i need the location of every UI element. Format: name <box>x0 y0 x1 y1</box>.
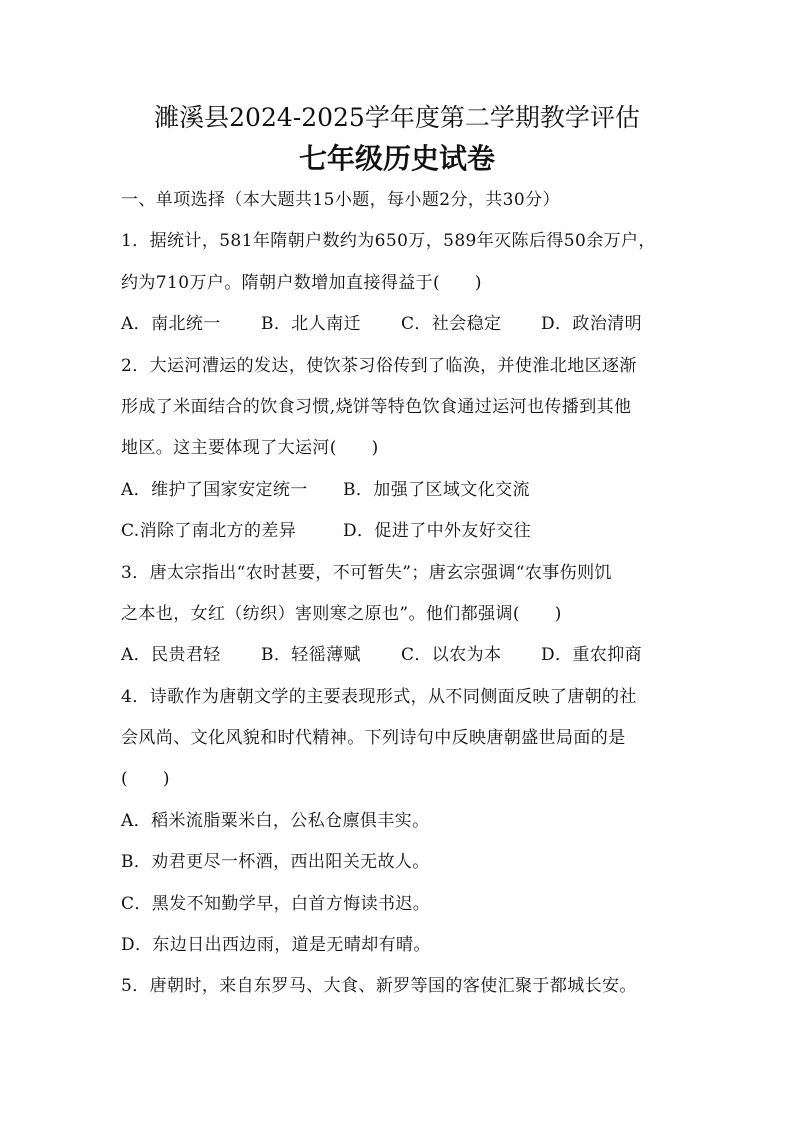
question-4-line-1: 4．诗歌作为唐朝文学的主要表现形式，从不同侧面反映了唐朝的社 <box>121 686 637 707</box>
question-3-option-a: A．民贵君轻 <box>121 645 221 666</box>
question-1-option-a: A．南北统一 <box>121 314 221 335</box>
question-4-option-a: A．稻米流脂粟米白，公私仓廪俱丰实。 <box>121 810 430 831</box>
question-4-option-b: B．劝君更尽一杯酒，西出阳关无故人。 <box>121 852 430 873</box>
question-3-line-1: 3．唐太宗指出“农时甚要，不可暂失”；唐玄宗强调“农事伤则饥 <box>121 562 612 583</box>
question-4-option-c: C．黑发不知勤学早，白首方悔读书迟。 <box>121 893 431 914</box>
question-1 <box>121 226 681 350</box>
section-heading: 一、单项选择（本大题共15小题，每小题2分，共30分） <box>121 190 560 210</box>
question-4 <box>121 682 681 972</box>
question-1-option-c: C．社会稳定 <box>401 314 502 335</box>
question-2-line-3: 地区。这主要体现了大运河( ) <box>121 438 379 459</box>
question-4-option-d: D．东边日出西边雨，道是无晴却有晴。 <box>121 935 431 956</box>
question-3 <box>121 558 681 682</box>
exam-title-line-2: 七年级历史试卷 <box>298 142 495 175</box>
question-3-option-b: B．轻徭薄赋 <box>261 645 361 666</box>
question-1-option-d: D．政治清明 <box>541 314 643 335</box>
question-1-option-b: B．北人南迁 <box>261 314 361 335</box>
exam-title-line-1: 濉溪县2024-2025学年度第二学期教学评估 <box>154 103 640 132</box>
question-3-option-c: C．以农为本 <box>401 645 502 666</box>
question-2-option-c: C.消除了南北方的差异 <box>121 521 297 542</box>
question-2-option-d: D．促进了中外友好交往 <box>343 521 532 542</box>
question-1-options <box>121 309 681 350</box>
question-2-option-b: B．加强了区域文化交流 <box>343 479 530 500</box>
question-2 <box>121 351 681 558</box>
question-2-option-a: A．维护了国家安定统一 <box>121 479 308 500</box>
question-2-options-row-1 <box>121 475 681 516</box>
question-5-line-1: 5．唐朝时，来自东罗马、大食、新罗等国的客使汇聚于都城长安。 <box>121 976 637 997</box>
exam-content <box>121 185 681 1013</box>
question-3-options <box>121 640 681 681</box>
question-1-line-1: 1．据统计，581年隋朝户数约为650万，589年灭陈后得50余万户， <box>121 231 656 252</box>
question-1-line-2: 约为710万户。隋朝户数增加直接得益于( ) <box>121 272 482 293</box>
question-4-line-2: 会风尚、文化风貌和时代精神。下列诗句中反映唐朝盛世局面的是 <box>121 728 626 749</box>
question-5 <box>121 971 681 1012</box>
question-2-line-1: 2．大运河漕运的发达，使饮茶习俗传到了临涣，并使淮北地区逐渐 <box>121 355 637 376</box>
question-2-line-2: 形成了米面结合的饮食习惯,烧饼等特色饮食通过运河也传播到其他 <box>121 396 632 417</box>
question-2-options-row-2 <box>121 516 681 557</box>
question-3-option-d: D．重农抑商 <box>541 645 643 666</box>
question-3-line-2: 之本也，女红（纺织）害则寒之原也”。他们都强调( ) <box>121 603 562 624</box>
question-4-line-3: ( ) <box>121 769 170 790</box>
